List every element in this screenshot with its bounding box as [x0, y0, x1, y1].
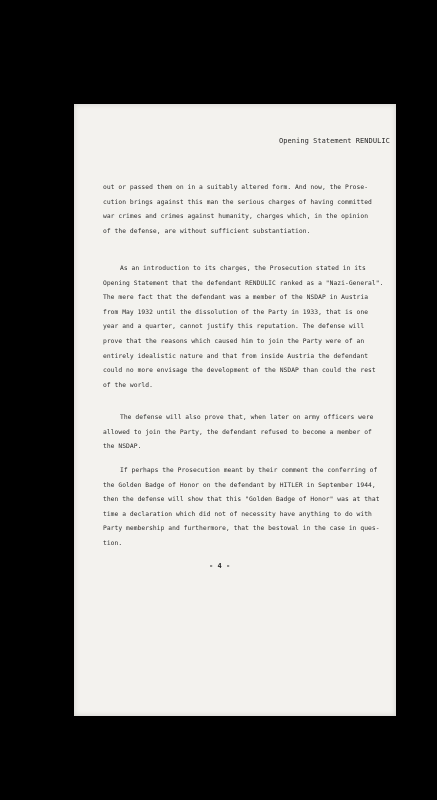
- text-line: As an introduction to its charges, the Prosecution stated in its: [120, 265, 366, 272]
- text-line: the NSDAP.: [103, 443, 142, 451]
- text-line: from May 1932 until the dissolution of the Party in 1933, that is one: [103, 308, 369, 316]
- text-line: Party membership and furthermore, that the bestowal in the case in ques-: [103, 525, 380, 533]
- text-line: Opening Statement that the defendant RENDULIC ranked as a "Nazi-General".: [103, 279, 384, 287]
- text-line: The defense will also prove that, when later on army officers were: [120, 414, 374, 421]
- text-line: allowed to join the Party, the defendant refused to become a member of: [103, 428, 372, 436]
- text-line: of the defense, are without sufficient substantiation.: [103, 227, 311, 235]
- text-line: tion.: [103, 539, 123, 547]
- paragraph-3: [103, 411, 374, 455]
- text-line: cution brings against this man the serious charges of having committed: [103, 198, 372, 206]
- text-line: year and a quarter, cannot justify this reputation. The defense will: [103, 323, 365, 331]
- text-line: the Golden Badge of Honor on the defendant by HITLER in September 1944,: [103, 481, 376, 489]
- text-line: The mere fact that the defendant was a member of the NSDAP in Austria: [103, 294, 369, 302]
- page-number: - 4 -: [209, 562, 231, 570]
- text-line: time a declaration which did not of necessity have anything to do with: [103, 510, 372, 518]
- running-header: Opening Statement RENDULIC: [279, 137, 390, 145]
- paragraph-2: [103, 262, 383, 393]
- text-line: prove that the reasons which caused him to join the Party were of an: [103, 337, 365, 345]
- text-line: could no more envisage the development of the NSDAP than could the rest: [103, 367, 376, 375]
- paragraph-1: [103, 181, 372, 239]
- paragraph-4: [103, 464, 380, 552]
- text-line: of the world.: [103, 381, 153, 389]
- text-line: war crimes and crimes against humanity, charges which, in the opinion: [103, 213, 369, 221]
- text-line: If perhaps the Prosecution meant by their comment the conferring of: [120, 467, 378, 474]
- text-line: then the defense will show that this "Golden Badge of Honor" was at that: [103, 496, 380, 504]
- text-line: out or passed them on in a suitably altered form. And now, the Prose-: [103, 184, 369, 191]
- text-line: entirely idealistic nature and that from inside Austria the defendant: [103, 352, 369, 360]
